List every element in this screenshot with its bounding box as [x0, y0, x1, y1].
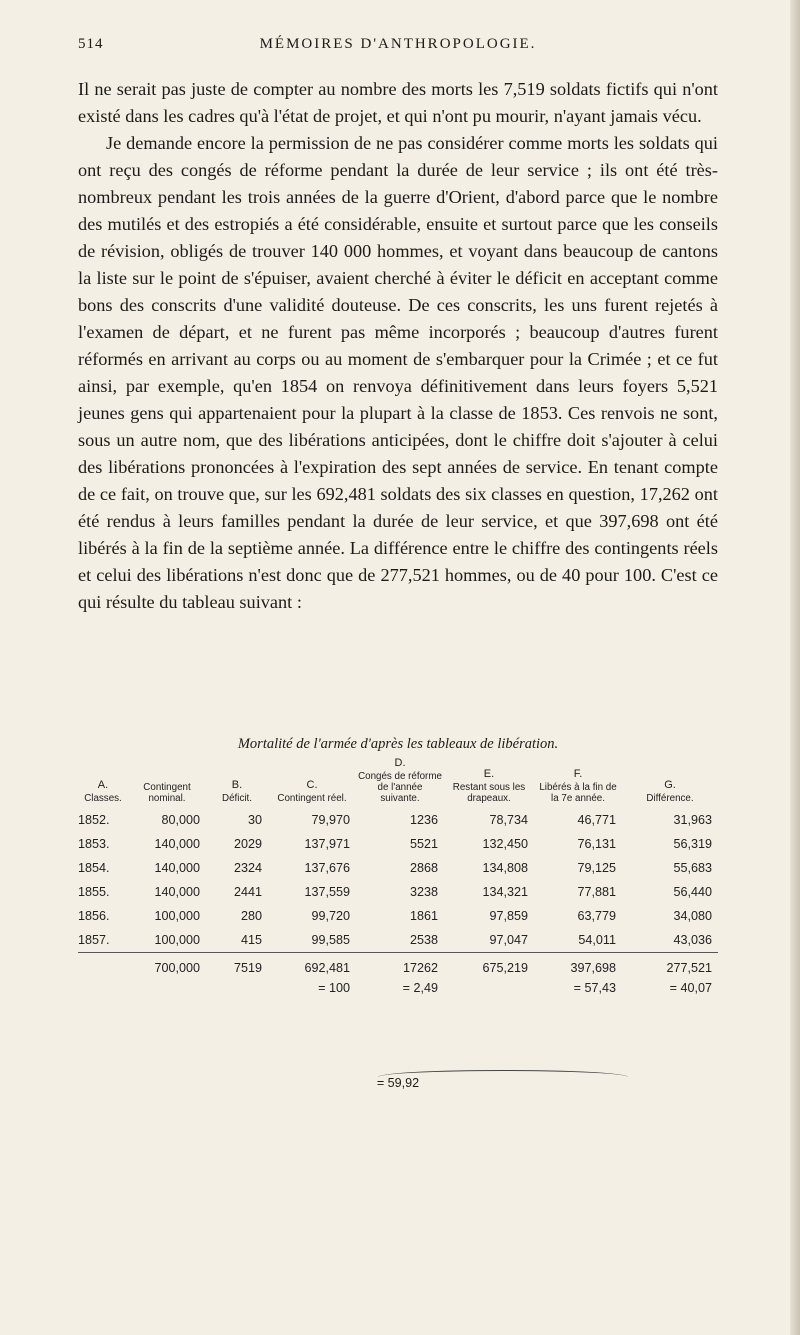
table-cell: 137,971 [304, 837, 350, 851]
table-cell: 280 [240, 909, 262, 923]
table-cell: 1857. [78, 933, 110, 947]
table-total-row [78, 953, 718, 981]
table-cell: = 100 [318, 981, 350, 995]
table-row [78, 808, 718, 832]
table-cell: 134,321 [482, 885, 528, 899]
column-header: G. Différence. [646, 779, 694, 804]
column-header: B. Déficit. [222, 779, 252, 804]
table-row [78, 832, 718, 856]
table-row [78, 904, 718, 928]
table-cell: 100,000 [154, 909, 200, 923]
table-cell: 5521 [409, 837, 438, 851]
table-cell: 100,000 [154, 933, 200, 947]
table-cell: 77,881 [577, 885, 616, 899]
table-cell [206, 980, 268, 998]
page-number: 514 [78, 36, 104, 52]
table-cell: = 40,07 [669, 981, 712, 995]
table-cell: 134,808 [482, 861, 528, 875]
table-cell: 30 [247, 813, 262, 827]
table-cell: 1861 [409, 909, 438, 923]
table-cell: 54,011 [578, 933, 616, 947]
table-cell: 2868 [409, 861, 438, 875]
table-cell: 56,440 [673, 885, 712, 899]
table-cell: 76,131 [577, 837, 616, 851]
column-header: Contingent nominal. [143, 782, 191, 804]
table-cell: 17262 [356, 953, 444, 981]
table-caption: Mortalité de l'armée d'après les tableaux de libération. [237, 736, 559, 752]
page-header [78, 36, 718, 60]
column-header: E. Restant sous les drapeaux. [452, 768, 526, 804]
column-header: A. Classes. [84, 779, 122, 804]
table-cell: 99,720 [311, 909, 350, 923]
table-cell: 79,125 [577, 861, 616, 875]
table-cell [78, 953, 128, 981]
table-cell: 2029 [233, 837, 262, 851]
table-cell: 2324 [233, 861, 262, 875]
table-row [78, 928, 718, 953]
table-row [78, 880, 718, 904]
table-cell [444, 980, 534, 998]
table-cell: 2441 [233, 885, 262, 899]
table-cell: 675,219 [444, 953, 534, 981]
table-cell: 78,734 [489, 813, 528, 827]
final-ratio: = 59,92 [376, 1076, 420, 1090]
table-cell: 415 [240, 933, 262, 947]
table-cell: 56,319 [673, 837, 712, 851]
table-cell: = 57,43 [573, 981, 616, 995]
running-title: MÉMOIRES D'ANTHROPOLOGIE. [259, 36, 537, 52]
table-header-row [78, 758, 718, 808]
table-cell: 140,000 [154, 837, 200, 851]
table-cell: 46,771 [577, 813, 616, 827]
table-cell: 1236 [409, 813, 438, 827]
table-cell: 1855. [78, 885, 110, 899]
table-cell: 55,683 [673, 861, 712, 875]
mortality-table [78, 758, 718, 998]
table-cell: 397,698 [534, 953, 622, 981]
table-cell: 31,963 [673, 813, 712, 827]
paragraph-2: Je demande encore la permission de ne pas considérer comme morts les soldats qui ont reçu des congés de réforme pendant la durée de leur service ; ils ont été très-nombreux pendant les trois années de la guerre d'Orient, d'abord parce que le nombre des mutilés et des estropiés a été considérable, ensuite et surtout parce que les conseils de révision, obligés de trouver 140 000 hommes, et voyant dans beaucoup de cantons la liste sur le point de s'épuiser, avaient cherché à éviter le déficit en acceptant comme bons des conscrits d'une validité douteuse. De ces conscrits, les uns furent rejetés à l'examen de départ, et ne furent pas même incorporés ; beaucoup d'autres furent réformés en arrivant au corps ou au moment de s'embarquer pour la Crimée ; et ce fut ainsi, par exemple, qu'en 1854 on renvoya définitivement dans leurs foyers 5,521 jeunes gens qui appartenaient pour la plupart à la classe de 1853. Ces renvois ne sont, sous un autre nom, que des libérations anticipées, dont le chiffre doit s'ajouter à celui des libérations prononcées à l'expiration des sept années de service. En tenant compte de ce fait, on trouve que, sur les 692,481 soldats des six classes en question, 17,262 ont été rendus à leurs familles pendant la durée de leur service, et que 397,698 ont été libérés à la fin de la septième année. La différence entre le chiffre des contingents réels et celui des libérations n'est donc que de 277,521 hommes, ou de 40 pour 100. C'est ce qui résulte du tableau suivant : [78, 133, 718, 612]
table-cell: 692,481 [268, 953, 356, 981]
table-ratio-row [78, 980, 718, 998]
column-header: D. Congés de réforme de l'année suivante. [358, 757, 442, 804]
table-cell: 80,000 [161, 813, 200, 827]
table-cell: 3238 [409, 885, 438, 899]
table-cell: 99,585 [311, 933, 350, 947]
table-cell [78, 980, 128, 998]
table-cell: 63,779 [577, 909, 616, 923]
paragraph-1: Il ne serait pas juste de compter au nombre des morts les 7,519 soldats fictifs qui n'ont existé dans les cadres qu'à l'état de projet, et qui n'ont pu mourir, n'ayant jamais vécu. [78, 79, 718, 126]
table-cell: 2538 [409, 933, 438, 947]
table-cell: 1854. [78, 861, 110, 875]
table-cell: 7519 [206, 953, 268, 981]
table-cell: 137,559 [304, 885, 350, 899]
table-cell: 132,450 [482, 837, 528, 851]
table-cell: 137,676 [304, 861, 350, 875]
page-edge [790, 0, 800, 1335]
table-row [78, 856, 718, 880]
table-cell: 43,036 [673, 933, 712, 947]
table-cell: 140,000 [154, 861, 200, 875]
table-cell: 34,080 [673, 909, 712, 923]
table-cell: 97,047 [489, 933, 528, 947]
table-cell: 97,859 [489, 909, 528, 923]
table-cell: 140,000 [154, 885, 200, 899]
table-cell: 1852. [78, 813, 110, 827]
column-header: C. Contingent réel. [277, 779, 347, 804]
table-cell: = 2,49 [402, 981, 438, 995]
table-cell: 700,000 [128, 953, 206, 981]
table-cell: 1856. [78, 909, 110, 923]
table-cell [128, 980, 206, 998]
body-text [78, 76, 718, 616]
table-cell: 277,521 [622, 953, 718, 981]
table-cell: 79,970 [311, 813, 350, 827]
table-cell: 1853. [78, 837, 110, 851]
column-header: F. Libérés à la fin de la 7e année. [539, 768, 617, 804]
